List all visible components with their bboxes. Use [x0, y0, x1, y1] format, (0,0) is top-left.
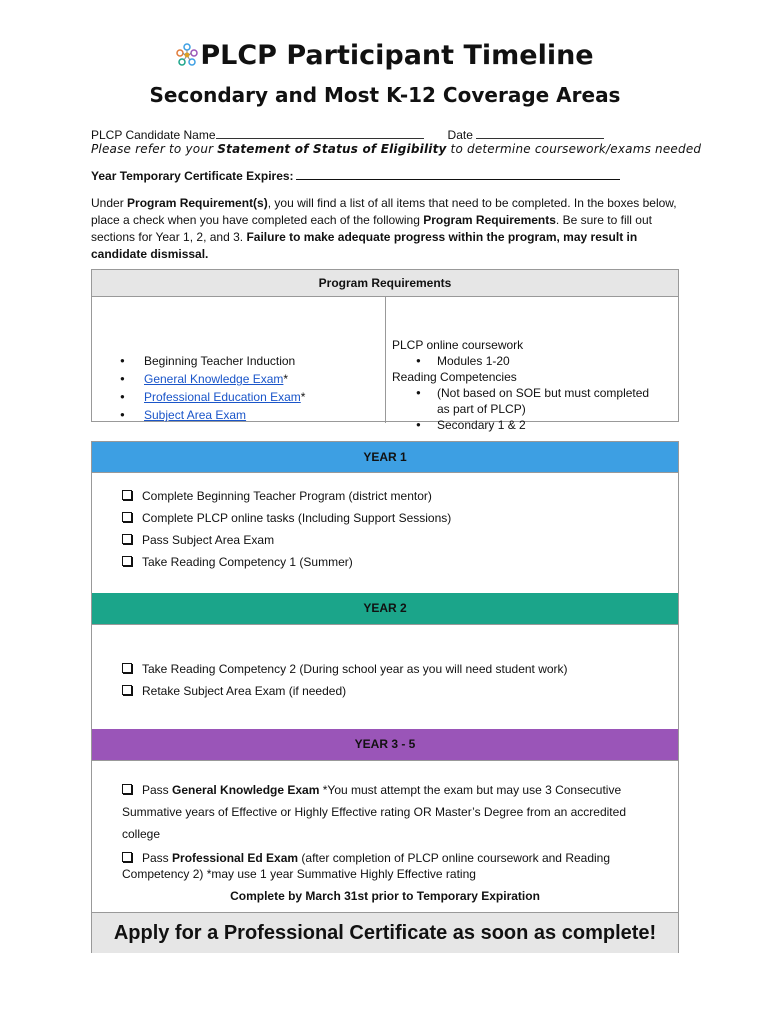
instr-text-3: . Be sure to fill out sections for Year 1, 2, and 3.	[91, 213, 652, 244]
year2-body	[92, 624, 678, 730]
task-text: *You must attempt the exam but may use 3 Consecutive Summative years of Effective or Highly Effective rating OR Master’s Degree from an accredited college	[122, 783, 626, 841]
instructions	[91, 195, 681, 263]
reading-note: ● (Not based on SOE but must completed	[392, 385, 649, 401]
coursework-label: PLCP online coursework	[392, 338, 524, 352]
modules-item: ● Modules 1-20	[392, 353, 649, 369]
task-item	[122, 779, 662, 845]
checkbox[interactable]	[122, 685, 132, 695]
year1-header: YEAR 1	[92, 442, 678, 472]
checkbox[interactable]	[122, 784, 132, 794]
task-item	[122, 533, 274, 547]
task-text: Complete PLCP online tasks (Including Support Sessions)	[142, 511, 452, 525]
certificate-expires	[91, 169, 620, 183]
instr-text-1: Under	[91, 196, 128, 210]
program-requirements-heading: Program Requirements	[92, 270, 678, 297]
requirements-left-cell	[92, 297, 386, 423]
task-text: Pass	[142, 783, 173, 797]
expires-field[interactable]	[296, 169, 620, 180]
task-text: Pass	[142, 851, 173, 865]
asterisk: *	[300, 390, 306, 404]
page-subtitle: Secondary and Most K-12 Coverage Areas	[149, 83, 621, 107]
year3-header: YEAR 3 - 5	[92, 729, 678, 760]
network-logo-icon	[176, 43, 198, 74]
checkbox[interactable]	[122, 490, 132, 500]
task-bold: General Knowledge Exam	[172, 783, 320, 797]
instr-bold-2: Program Requirements	[423, 213, 556, 227]
list-item	[120, 370, 305, 388]
checkbox[interactable]	[122, 534, 132, 544]
list-item	[120, 352, 305, 370]
task-item	[122, 555, 353, 569]
refer-prefix: Please refer to your	[91, 142, 218, 156]
list-item	[120, 388, 305, 406]
task-item	[122, 489, 432, 503]
asterisk: *	[283, 372, 289, 386]
year1-body	[92, 472, 678, 594]
program-requirements-table	[91, 269, 679, 432]
task-item	[122, 684, 346, 698]
task-text: Complete Beginning Teacher Program (district mentor)	[142, 489, 432, 503]
task-text: Retake Subject Area Exam (if needed)	[142, 684, 347, 698]
checkbox[interactable]	[122, 852, 132, 862]
title-text: PLCP Participant Timeline	[200, 40, 594, 71]
secondary-item: ● Secondary 1 & 2	[392, 417, 649, 433]
task-text: (after completion of PLCP online coursework and Reading Competency 2) *may use 1 year Summative Highly Effective rating	[122, 851, 611, 881]
instr-text-2: , you will find a list of all items that need to be completed. In the boxes below, place a check when you have completed each of the following	[91, 196, 677, 227]
refer-suffix: to determine coursework/exams needed	[446, 142, 702, 156]
date-field[interactable]	[476, 128, 604, 139]
year2-header: YEAR 2	[92, 593, 678, 624]
task-item	[122, 511, 451, 525]
instr-bold-3: Failure to make adequate progress within the program, may result in candidate dismissal.	[91, 230, 638, 261]
expires-label: Year Temporary Certificate Expires:	[91, 169, 294, 183]
task-bold: Professional Ed Exam	[172, 851, 299, 865]
subject-area-exam-link[interactable]: Subject Area Exam	[144, 408, 247, 422]
candidate-name-field[interactable]	[216, 128, 424, 139]
candidate-name-label: PLCP Candidate Name	[91, 128, 216, 142]
checkbox[interactable]	[122, 512, 132, 522]
candidate-line	[91, 128, 691, 142]
apply-banner: Apply for a Professional Certificate as soon as complete!	[92, 912, 678, 953]
general-knowledge-exam-link[interactable]: General Knowledge Exam	[144, 372, 284, 386]
checkbox[interactable]	[122, 663, 132, 673]
task-text: Take Reading Competency 1 (Summer)	[142, 555, 353, 569]
task-text: Pass Subject Area Exam	[142, 533, 275, 547]
list-item	[120, 406, 305, 424]
refer-note	[91, 142, 701, 156]
task-text: Take Reading Competency 2 (During school year as you will need student work)	[142, 662, 568, 676]
date-label: Date	[447, 128, 473, 142]
requirement-text: Beginning Teacher Induction	[144, 354, 296, 368]
professional-education-exam-link[interactable]: Professional Education Exam	[144, 390, 301, 404]
requirements-right-cell	[392, 337, 649, 433]
years-table	[91, 441, 679, 953]
task-item	[122, 850, 662, 882]
reading-label: Reading Competencies	[392, 370, 517, 384]
requirements-list	[120, 352, 305, 424]
task-item	[122, 662, 568, 676]
page-title	[0, 40, 770, 74]
checkbox[interactable]	[122, 556, 132, 566]
refer-bold: Statement of Status of Eligibility	[217, 142, 447, 156]
reading-note-cont: as part of PLCP)	[437, 402, 526, 416]
instr-bold-1: Program Requirement(s)	[127, 196, 268, 210]
complete-by-note: Complete by March 31st prior to Temporary Expiration	[230, 889, 540, 903]
